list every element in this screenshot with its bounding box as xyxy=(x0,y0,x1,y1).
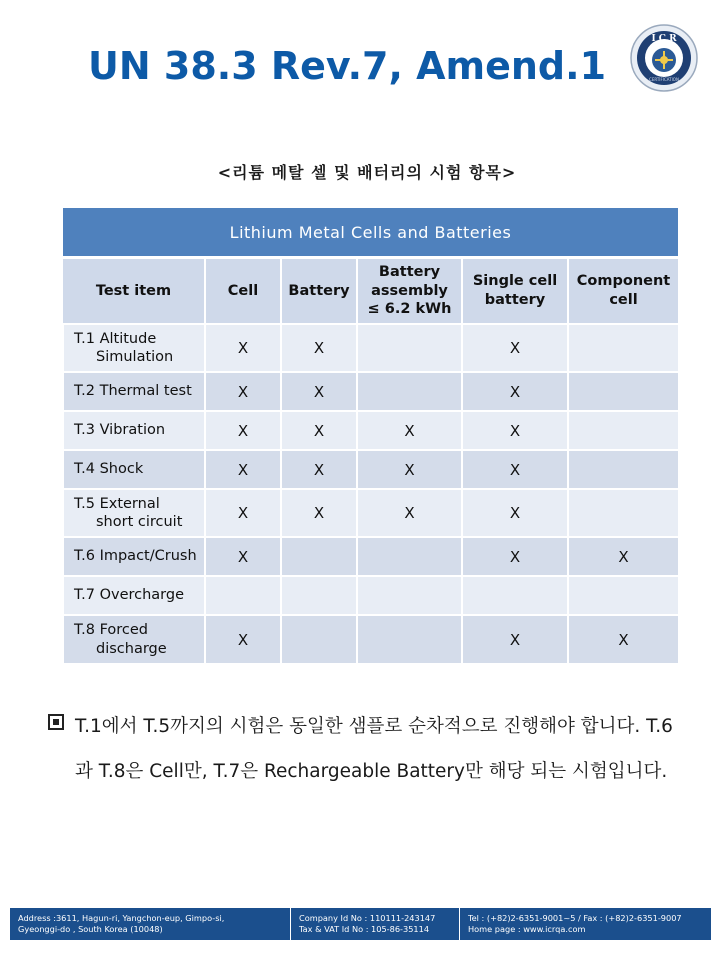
test-item-cell: T.2 Thermal test xyxy=(63,372,205,411)
note-paragraph xyxy=(48,704,673,794)
applicability-cell: X xyxy=(281,411,357,450)
applicability-cell xyxy=(568,489,678,537)
header-test-item: Test item xyxy=(63,259,205,324)
applicability-cell xyxy=(281,576,357,615)
applicability-cell: X xyxy=(462,615,568,663)
note-text: T.1에서 T.5까지의 시험은 동일한 샘플로 순차적으로 진행해야 합니다. T.6과 T.8은 Cell만, T.7은 Rechargeable Battery만 해당 되는 시험입니다. xyxy=(75,716,673,782)
test-item-cell: T.4 Shock xyxy=(63,450,205,489)
square-bullet-icon xyxy=(48,714,64,730)
footer-address: Address :3611, Hagun-ri, Yangchon-eup, Gimpo-si, Gyeonggi-do , South Korea (10048) xyxy=(18,913,225,934)
table-row xyxy=(63,372,678,411)
table-row xyxy=(63,411,678,450)
table-row xyxy=(63,576,678,615)
table-banner: Lithium Metal Cells and Batteries xyxy=(63,208,678,256)
applicability-cell xyxy=(568,450,678,489)
test-items-table xyxy=(62,208,678,663)
header-cell: Cell xyxy=(205,259,281,324)
table-row xyxy=(63,537,678,576)
page-title: UN 38.3 Rev.7, Amend.1 xyxy=(87,44,607,88)
header-battery: Battery xyxy=(281,259,357,324)
applicability-cell xyxy=(357,372,462,411)
svg-text:I C R: I C R xyxy=(651,34,677,44)
applicability-cell: X xyxy=(357,411,462,450)
footer-contact: Tel : (+82)2-6351-9001~5 / Fax : (+82)2-6351-9007 Home page : www.icrqa.com xyxy=(459,908,711,940)
header-single-cell-battery: Single cell battery xyxy=(462,259,568,324)
applicability-cell: X xyxy=(205,615,281,663)
applicability-cell xyxy=(568,324,678,372)
test-item-cell: T.8 Forced discharge xyxy=(63,615,205,663)
applicability-cell: X xyxy=(205,537,281,576)
footer xyxy=(10,908,711,940)
applicability-cell: X xyxy=(281,324,357,372)
test-item-cell: T.7 Overcharge xyxy=(63,576,205,615)
applicability-cell xyxy=(568,411,678,450)
applicability-cell xyxy=(357,615,462,663)
applicability-cell xyxy=(462,576,568,615)
table-row xyxy=(63,324,678,372)
footer-company-ids: Company Id No : 110111-243147 Tax & VAT Id No : 105-86-35114 xyxy=(290,908,459,940)
applicability-cell: X xyxy=(568,615,678,663)
applicability-cell: X xyxy=(357,450,462,489)
applicability-cell: X xyxy=(205,372,281,411)
applicability-cell: X xyxy=(205,450,281,489)
table-row xyxy=(63,615,678,663)
applicability-cell: X xyxy=(205,324,281,372)
applicability-cell: X xyxy=(205,489,281,537)
applicability-cell xyxy=(568,372,678,411)
applicability-cell xyxy=(281,537,357,576)
table-row xyxy=(63,450,678,489)
applicability-cell: X xyxy=(462,450,568,489)
applicability-cell: X xyxy=(357,489,462,537)
applicability-cell: X xyxy=(281,489,357,537)
applicability-cell: X xyxy=(462,537,568,576)
table-row xyxy=(63,489,678,537)
applicability-cell xyxy=(281,615,357,663)
applicability-cell xyxy=(568,576,678,615)
applicability-cell: X xyxy=(281,450,357,489)
applicability-cell xyxy=(357,324,462,372)
icr-logo xyxy=(630,24,698,92)
header-component-cell: Component cell xyxy=(568,259,678,324)
test-item-cell: T.1 Altitude Simulation xyxy=(63,324,205,372)
applicability-cell: X xyxy=(568,537,678,576)
test-item-cell: T.5 External short circuit xyxy=(63,489,205,537)
applicability-cell xyxy=(357,576,462,615)
test-item-cell: T.3 Vibration xyxy=(63,411,205,450)
table-caption: <리튬 메탈 셀 및 배터리의 시험 항목> xyxy=(217,163,517,182)
svg-text:CERTIFICATION: CERTIFICATION xyxy=(649,77,679,82)
applicability-cell: X xyxy=(462,411,568,450)
applicability-cell xyxy=(205,576,281,615)
applicability-cell: X xyxy=(281,372,357,411)
applicability-cell: X xyxy=(462,324,568,372)
applicability-cell xyxy=(357,537,462,576)
applicability-cell: X xyxy=(205,411,281,450)
header-battery-assembly: Battery assembly ≤ 6.2 kWh xyxy=(357,259,462,324)
applicability-cell: X xyxy=(462,372,568,411)
test-item-cell: T.6 Impact/Crush xyxy=(63,537,205,576)
applicability-cell: X xyxy=(462,489,568,537)
